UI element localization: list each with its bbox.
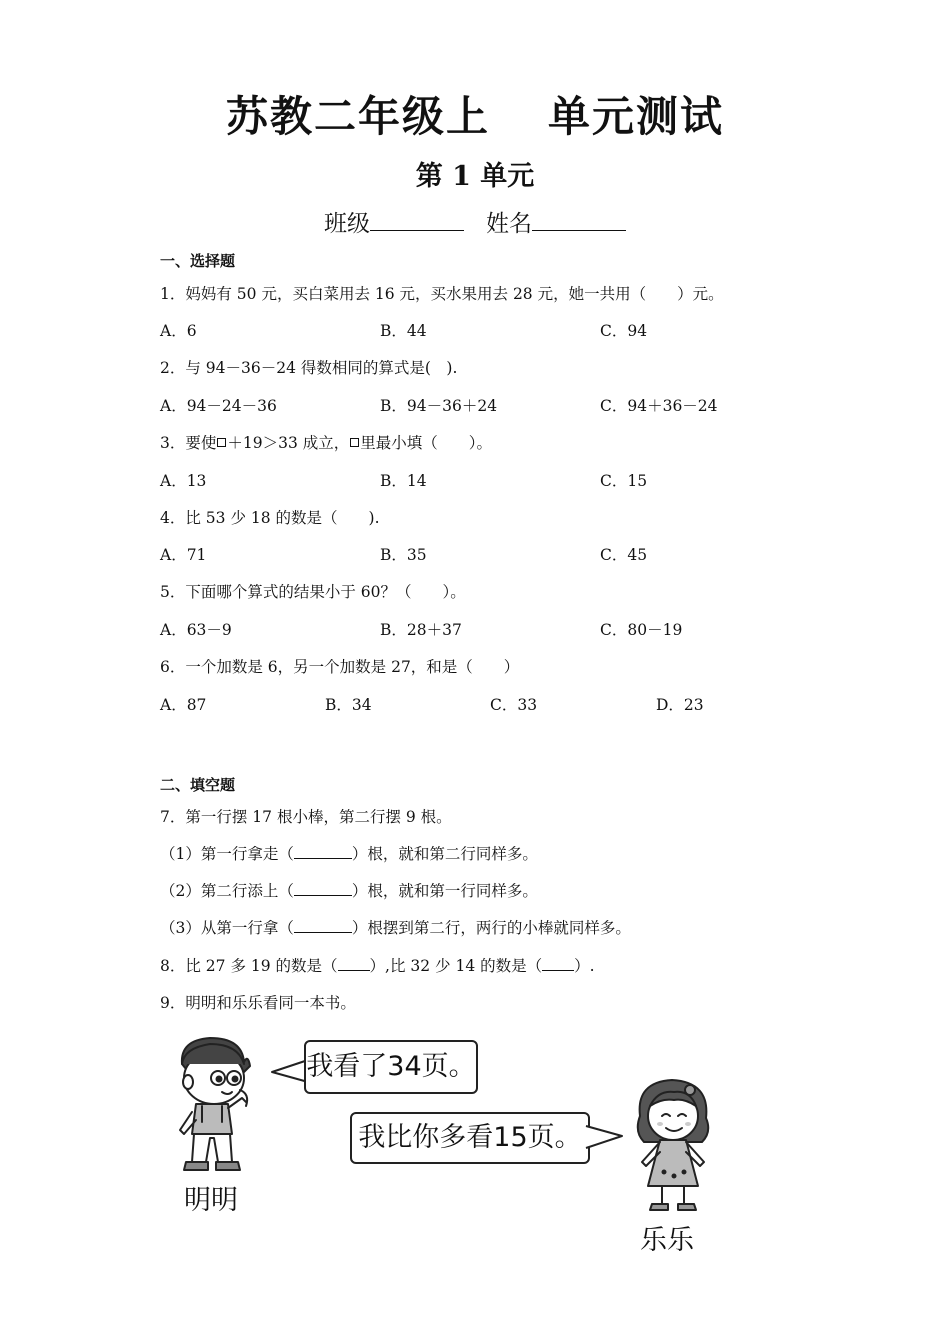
question-7: 7．第一行摆 17 根小棒，第二行摆 9 根。 bbox=[160, 808, 452, 826]
answer-blank[interactable] bbox=[338, 956, 370, 971]
question-4: 4．比 53 少 18 的数是（ ). bbox=[160, 509, 380, 527]
class-name-line bbox=[0, 205, 950, 238]
boy-cartoon-icon bbox=[162, 1034, 262, 1179]
q1-option-a: A．6 bbox=[160, 322, 197, 340]
question-6: 6．一个加数是 6，另一个加数是 27，和是（ ） bbox=[160, 658, 520, 676]
q5-option-b: B．28＋37 bbox=[380, 621, 462, 639]
question-5: 5．下面哪个算式的结果小于 60？（ ）。 bbox=[160, 583, 466, 601]
name-label: 姓名 bbox=[486, 211, 532, 237]
q5-option-a: A．63－9 bbox=[160, 621, 232, 639]
answer-blank[interactable] bbox=[294, 918, 352, 933]
q5-option-c: C．80－19 bbox=[600, 621, 683, 639]
class-blank[interactable] bbox=[370, 208, 464, 231]
question-7-part-2: （2）第二行添上（ ）根，就和第一行同样多。 bbox=[160, 882, 538, 900]
q6-option-d: D．23 bbox=[656, 696, 704, 714]
q6-option-c: C．33 bbox=[490, 696, 538, 714]
q3-option-c: C．15 bbox=[600, 472, 648, 490]
q6-option-b: B．34 bbox=[325, 696, 372, 714]
speech-tail-icon bbox=[584, 1122, 624, 1152]
class-label: 班级 bbox=[324, 211, 370, 237]
speech-bubble-boy: 我看了34页。 bbox=[304, 1040, 478, 1094]
q1-option-b: B．44 bbox=[380, 322, 427, 340]
q3-option-b: B．14 bbox=[380, 472, 427, 490]
title-left: 苏教二年级上 bbox=[225, 92, 490, 141]
reading-illustration bbox=[150, 1030, 710, 1260]
page-title bbox=[0, 84, 950, 144]
q1-option-c: C．94 bbox=[600, 322, 648, 340]
square-box-icon bbox=[217, 438, 226, 447]
speech-bubble-girl: 我比你多看15页。 bbox=[350, 1112, 590, 1164]
question-9: 9．明明和乐乐看同一本书。 bbox=[160, 994, 356, 1012]
title-right: 单元测试 bbox=[548, 92, 725, 141]
question-3: 3．要使 ＋19＞33 成立， 里最小填（ ）。 bbox=[160, 434, 493, 452]
q2-option-c: C．94＋36－24 bbox=[600, 397, 718, 415]
boy-name-label: 明明 bbox=[184, 1185, 238, 1216]
answer-blank[interactable] bbox=[294, 844, 352, 859]
q3-option-a: A．13 bbox=[160, 472, 207, 490]
q2-option-a: A．94－24－36 bbox=[160, 397, 277, 415]
girl-cartoon-icon bbox=[628, 1076, 718, 1216]
section-heading-choice: 一、选择题 bbox=[160, 252, 236, 270]
unit-subtitle: 第 1 单元 bbox=[415, 161, 535, 192]
answer-blank[interactable] bbox=[294, 881, 352, 896]
question-8: 8．比 27 多 19 的数是（ ）,比 32 少 14 的数是（ ）. bbox=[160, 957, 595, 975]
q2-option-b: B．94－36＋24 bbox=[380, 397, 498, 415]
question-7-part-3: （3）从第一行拿（ ）根摆到第二行，两行的小棒就同样多。 bbox=[160, 919, 631, 937]
section-heading-fill: 二、填空题 bbox=[160, 776, 236, 794]
square-box-icon bbox=[350, 438, 359, 447]
q6-option-a: A．87 bbox=[160, 696, 207, 714]
question-1: 1．妈妈有 50 元，买白菜用去 16 元，买水果用去 28 元，她一共用（ ）元。 bbox=[160, 285, 724, 303]
q4-option-c: C．45 bbox=[600, 546, 648, 564]
girl-name-label: 乐乐 bbox=[640, 1225, 694, 1256]
q4-option-b: B．35 bbox=[380, 546, 427, 564]
question-7-part-1: （1）第一行拿走（ ）根，就和第二行同样多。 bbox=[160, 845, 538, 863]
question-2: 2．与 94－36－24 得数相同的算式是( ). bbox=[160, 359, 458, 377]
answer-blank[interactable] bbox=[542, 956, 574, 971]
q4-option-a: A．71 bbox=[160, 546, 207, 564]
name-blank[interactable] bbox=[532, 208, 626, 231]
